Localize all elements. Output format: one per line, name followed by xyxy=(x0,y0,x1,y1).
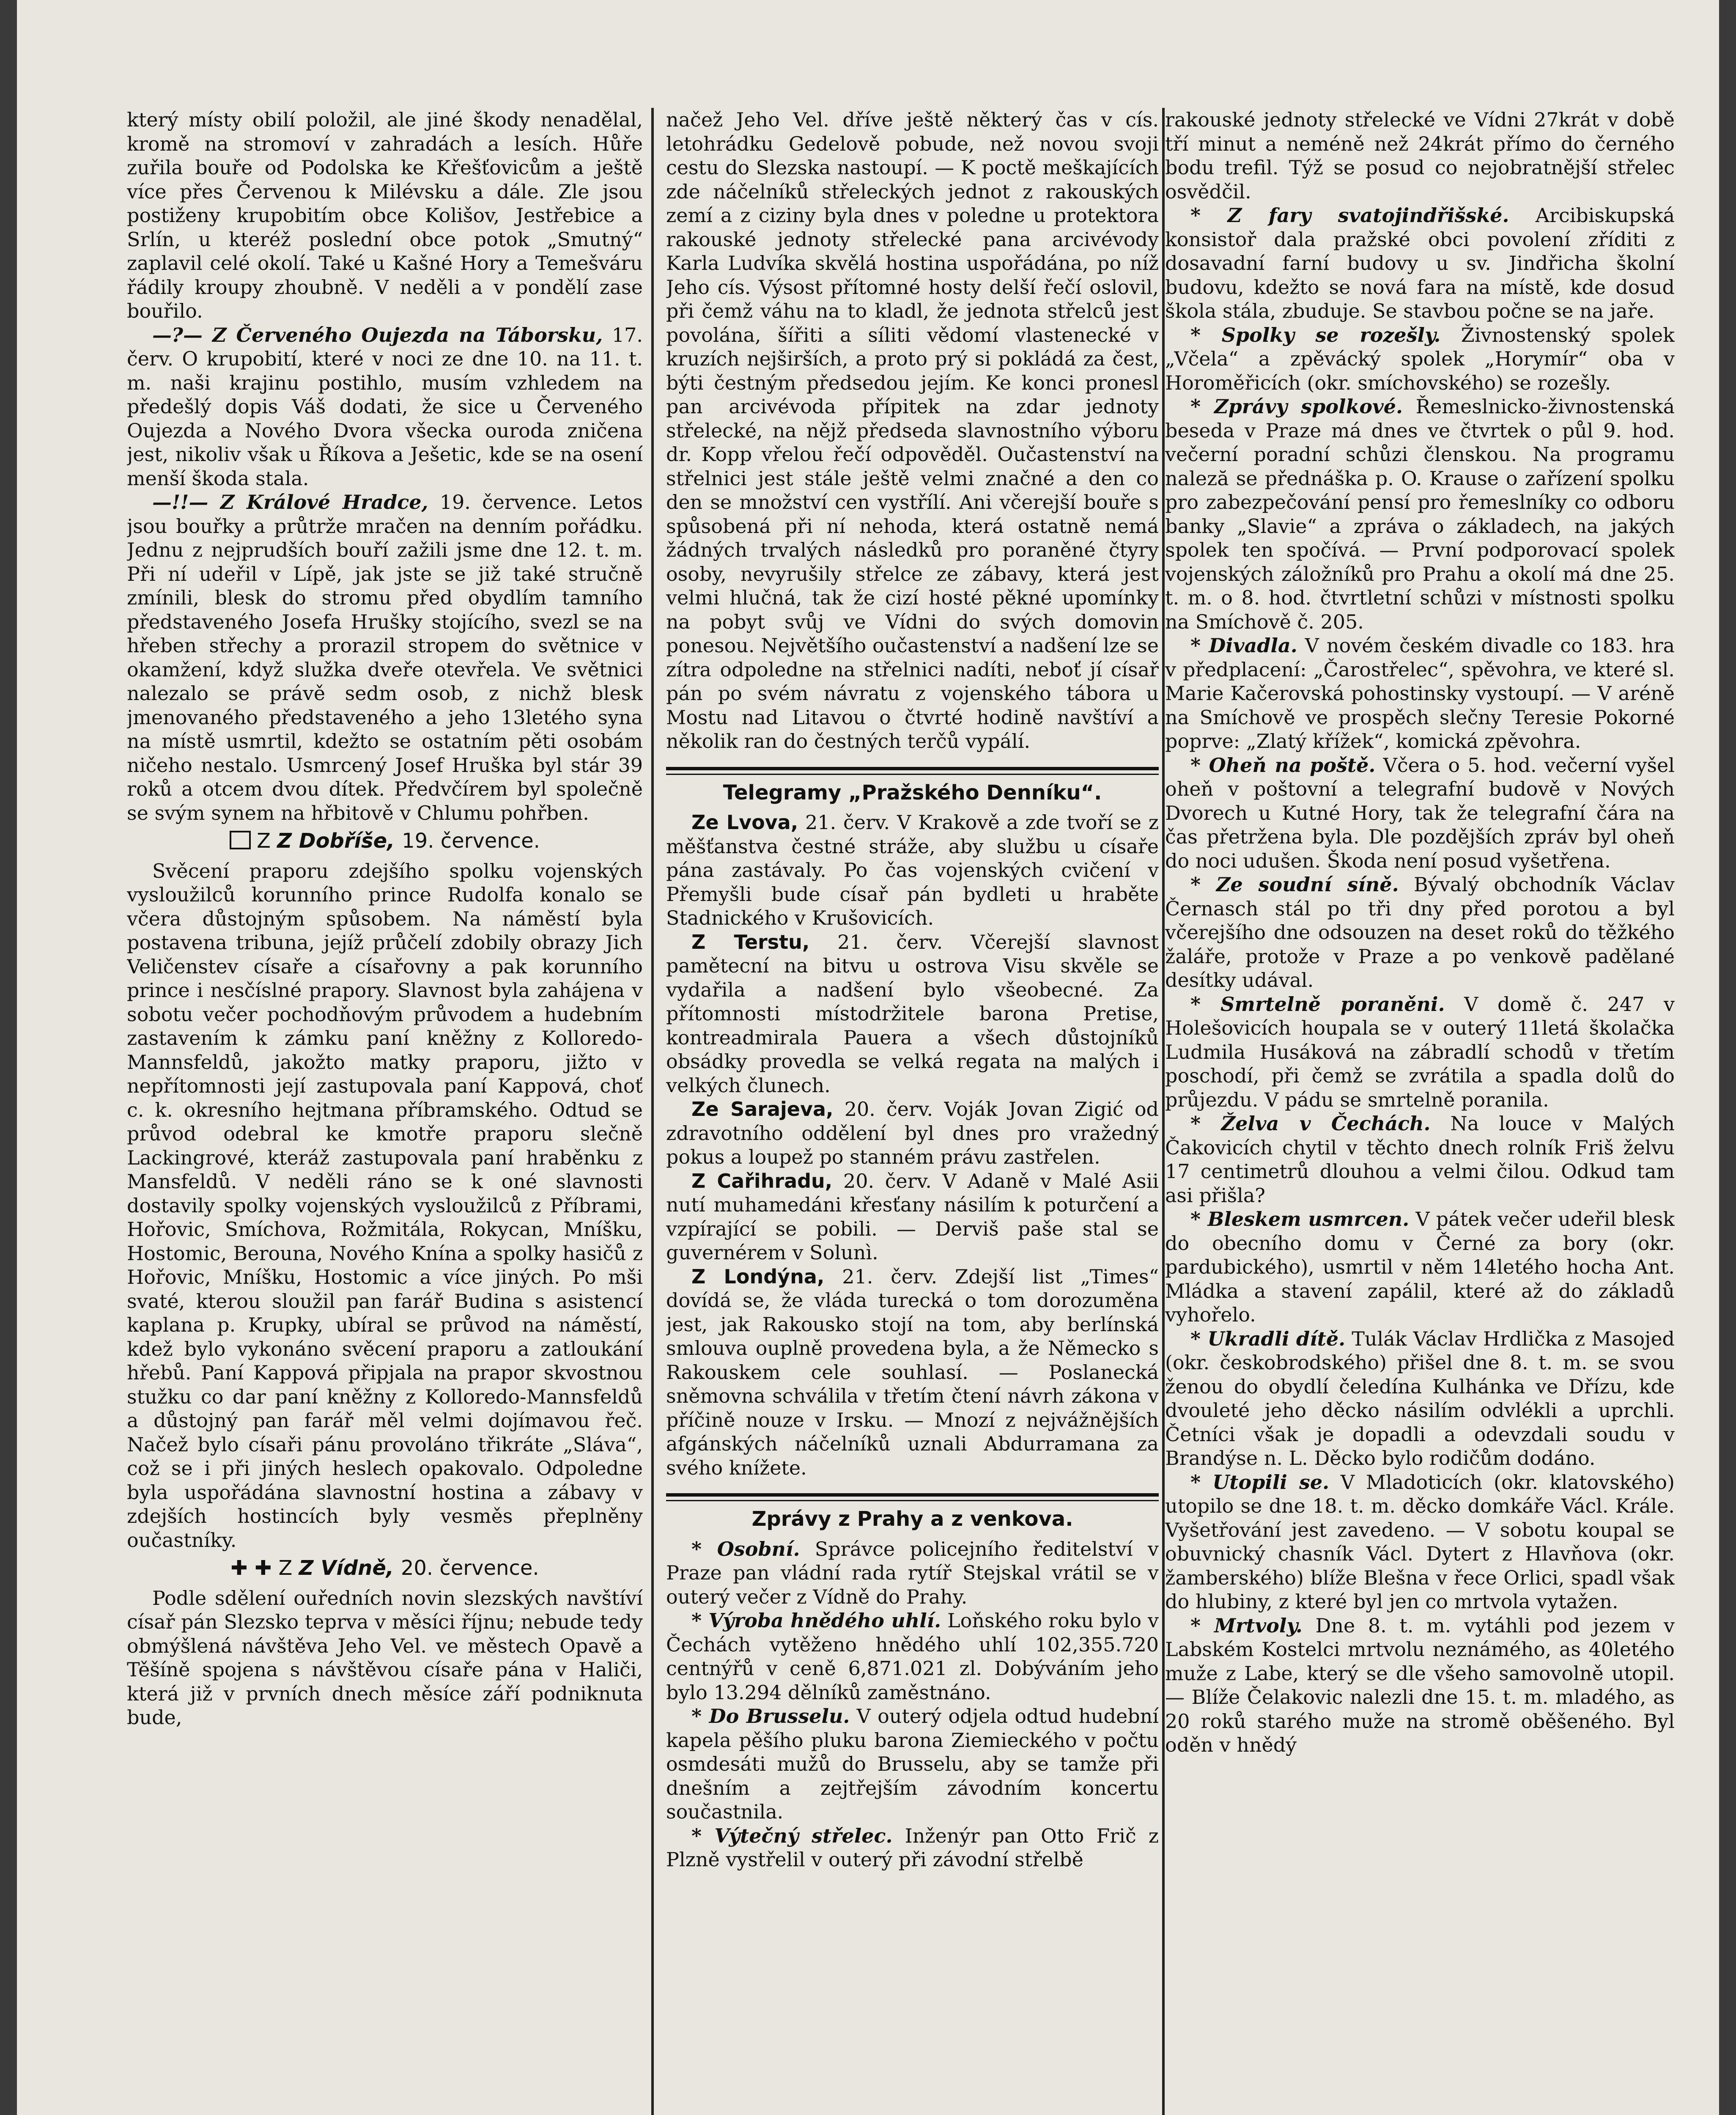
dateline: —?— Z Červeného Oujezda na Táborsku, xyxy=(152,323,603,346)
section-rule xyxy=(666,1493,1159,1497)
news-body: Loňského roku bylo v Čechách vytěženo hnědého uhlí 102,355.720 centnýřů v ceně 6,871.021 zl. Dobýváním jeho bylo 13.294 dělníků zaměstnáno. xyxy=(666,1609,1159,1704)
section-rule xyxy=(666,767,1159,770)
news-heading: * Ze soudní síně. xyxy=(1190,873,1399,896)
news-item xyxy=(1165,634,1675,753)
article-heading-viden: ✚ ✚ Z Z Vídně, 20. července. xyxy=(230,1556,539,1580)
date: 19. července. xyxy=(402,829,540,853)
telegram-lvov xyxy=(666,810,1159,930)
news-item xyxy=(666,1537,1159,1609)
news-item xyxy=(666,1824,1159,1872)
news-heading: * Želva v Čechách. xyxy=(1190,1112,1431,1135)
column-2 xyxy=(666,108,1159,2115)
news-body: Správce policejního ředitelství v Praze pan vládní rada rytíř Stejskal vrátil se v outerý večer z Vídně do Prahy. xyxy=(666,1537,1159,1608)
news-heading: * Divadla. xyxy=(1190,634,1297,657)
column-3 xyxy=(1165,108,1675,2115)
news-body: Inženýr pan Otto Frič z Plzně vystřelil v outerý při závodní střelbě xyxy=(666,1824,1159,1871)
news-heading: * Spolky se rozešly. xyxy=(1190,323,1441,346)
article-dobris: Svěcení praporu zdejšího spolku vojenských vysloužilců korunního prince Rudolfa konalo se včera důstojným spůsobem. Na náměstí byla postavena tribuna, jejíž průčelí zdobily obrazy Jich Veličenstev císaře a císařovny a pak korunního prince i nesčíslné prapory. Slavnost byla zahájena v sobotu večer pochodňovým průvodem a hudebním zastavením k zámku paní kněžny z Kolloredo-Mannsfeldů, jakožto matky praporu, jižto v nepřítomnosti její zastupovala paní Kappová, choť c. k. okresního hejtmana příbramského. Odtud se průvod odebral ke kmotře praporu slečně Lackingrové, kteráž zastupovala paní hraběnku z Mansfeldů. V neděli ráno se k oné slavnosti dostavily spolky vojenských vysloužilců z Příbrami, Hořovic, Smíchova, Rožmitála, Rokycan, Mníšku, Hostomic, Berouna, Nového Knína a spolky hasičů z Hořovic, Mníšku, Hostomic a více jiných. Po mši svaté, kterou sloužil pan farář Budina s asistencí kaplana p. Krupky, ubíral se průvod na náměstí, kdež bylo vykonáno svěcení praporu a zatloukání hřebů. Paní Kappová připjala na prapor skvostnou stužku co dar paní kněžny z Kolloredo-Mannsfeldů a důstojný pan farář měl velmi dojímavou řeč. Načež bylo císaři pánu provoláno třikráte „Sláva“, což se i při jiných heslech opakovalo. Odpoledne byla uspořádána slavnostní hostina a zábavy v zdejších hostincích byly vesměs přeplněny oučastníky. xyxy=(127,859,643,1552)
article-body: 17. červ. O krupobití, které v noci ze dne 10. na 11. t. m. naši krajinu postihlo, musím vzhledem na předešlý dopis Váš dodati, že sice u Červeného Oujezda a Nového Dvora všecka ouroda zničena jest, nikoliv však u Říkova a Ješetic, kde se na osení menší škoda stala. xyxy=(127,323,643,490)
news-item xyxy=(1165,753,1675,873)
news-heading: * Oheň na poště. xyxy=(1190,753,1376,777)
telegram-terst xyxy=(666,930,1159,1098)
article-continuation: který místy obilí položil, ale jiné škody nenadělal, kromě na stromoví v zahradách a lesích. Hůře zuřila bouře od Podolska ke Křešťovicům a ještě více přes Červenou k Milévsku a dále. Zle jsou postiženy krupobitím obce Kolišov, Jestřebice a Srlín, u kteréž poslední obce potok „Smutný“ zaplavil celé okolí. Také u Kašné Hory a Temešváru řádily kroupy zhoubně. V neděli a v pondělí zase bouřilo. xyxy=(127,108,643,322)
news-body: Řemeslnicko-živnostenská beseda v Praze má dnes ve čtvrtek o půl 9. hod. večerní poradní schůzi členskou. Na programu naleză se přednáška p. O. Krause o zařízení spolku pro zabezpečování pensí pro řemeslníky co odboru banky „Slavie“ a zpráva o základech, na jakých spolek ten spočívá. — První podporovací spolek vojenských záložníků pro Prahu a okolí má dne 25. t. m. o 8. hod. čtvrtletní schůzi v místnosti spolku na Smíchově č. 205. xyxy=(1165,395,1675,633)
column-rule xyxy=(651,108,654,2115)
news-body: V Mladoticích (okr. klatovského) utopilo se dne 18. t. m. děcko domkáře Václ. Krále. Vyšetřování jest zavedeno. — V sobotu koupal se obuvnický chasník Václ. Dytert z Hlavňova (okr. žamberského) blíže Blešna v řece Orlici, spadl však do hlubiny, z které byl jen co mrtvola vytažen. xyxy=(1165,1470,1675,1613)
telegram-body: 21. červ. Zdejší list „Times“ dovídá se, že vláda turecká o tom dorozuměna jest, jak Rakousko stojí na tom, aby berlínská smlouva ouplně provedena byla, a že Německo s Rakouskem cele souhlasí. — Poslanecká sněmovna schválila v třetím čtení návrh zákona v příčině nouze v Irsku. — Mnozí z nejvážnějších afgánských náčelníků uznali Abdurramana za svého knížete. xyxy=(666,1265,1159,1479)
news-heading: * Utopili se. xyxy=(1190,1470,1330,1494)
news-body: V pátek večer udeřil blesk do obecního domu v Černé za bory (okr. pardubického), usmrtil v něm 14letého hocha Ant. Mládka a stavení zapálil, které až do základů vyhořelo. xyxy=(1165,1208,1675,1326)
news-item xyxy=(1165,203,1675,323)
news-body: V novém českém divadle co 183. hra v předplacení: „Čarostřelec“, spěvohra, ve které sl. Marie Kačerovská pohostinsky vystoupí. — V aréně na Smíchově ve prospěch slečny Teresie Pokorné poprve: „Zlatý křížek“, komická zpěvohra. xyxy=(1165,634,1675,753)
news-item xyxy=(1165,1207,1675,1327)
news-body: Živnostenský spolek „Včela“ a zpěvácký spolek „Horymír“ oba v Horoměřicích (okr. smíchovského) se rozešly. xyxy=(1165,323,1675,394)
article-viden: Podle sdělení ouředních novin slezských navštíví císař pán Slezsko teprva v měsíci říjnu; nebude tedy obmýšlená návštěva Jeho Vel. ve městech Opavě a Těšíně spojena s návštěvou císaře pána v Haliči, která již v prvních dnech měsíce září podniknuta bude, xyxy=(127,1586,643,1729)
news-heading: * Zprávy spolkové. xyxy=(1190,395,1403,418)
news-heading: * Bleskem usmrcen. xyxy=(1190,1208,1410,1231)
telegram-londyn xyxy=(666,1265,1159,1480)
news-heading: * Mrtvoly. xyxy=(1190,1614,1303,1637)
section-rule xyxy=(666,1500,1159,1501)
telegram-body: 20. červ. V Adaně v Malé Asii nutí muhamedáni křesťany násilím k poturčení a vzpírající se pobili. — Derviš paše stal se guvernérem v Solunì. xyxy=(666,1169,1159,1264)
news-item xyxy=(1165,323,1675,395)
newspaper-page xyxy=(17,0,1719,2115)
telegram-sarajevo xyxy=(666,1097,1159,1169)
telegram-place: Z Londýna, xyxy=(691,1265,825,1288)
telegram-place: Ze Sarajeva, xyxy=(691,1098,834,1121)
article-heading-dobris: Z Z Dobříše, 19. července. xyxy=(127,829,643,853)
news-item xyxy=(666,1609,1159,1704)
article-cerveny-oujezd xyxy=(127,323,643,491)
news-body: Tulák Václav Hrdlička z Masojed (okr. českobrodského) přišel dne 8. t. m. se svou ženou do obydlí čeledína Kulhánka ve Dřízu, kde dvouleté jeho děcko násilím odvlékli a uprchli. Četníci však je dopadli a odevzdali soudu v Brandýse n. L. Děcko bylo rodičům dodáno. xyxy=(1165,1327,1675,1470)
news-item xyxy=(1165,992,1675,1112)
news-body: Dne 8. t. m. vytáhli pod jezem v Labském Kostelci mrtvolu neznámého, as 40letého muže z Labe, který se dle všeho samovolně utopil. — Blíže Čelakovic nalezli dne 15. t. m. mladého, as 20 roků starého muže na stromě oběšeného. Byl oděn v hnědý xyxy=(1165,1614,1675,1756)
news-item xyxy=(1165,395,1675,634)
news-heading: * Výtečný střelec. xyxy=(691,1824,893,1847)
news-item xyxy=(1165,1470,1675,1614)
news-body: V domě č. 247 v Holešovicích houpala se v outerý 11letá školačka Ludmila Husáková na zábradlí schodů v třetím poschodí, při čemž se zvrátila a spadla dolů do průjezdu. V pádu se smrtelně poranila. xyxy=(1165,992,1675,1111)
news-body: Bývalý obchodník Václav Černasch stál po tři dny před porotou a byl včerejšího dne odsouzen na deset roků do těžkého žaláře, protože v Praze a po venkově padělané desítky udával. xyxy=(1165,873,1675,992)
telegram-place: Z Terstu, xyxy=(691,930,810,953)
news-heading: * Z fary svatojindřišské. xyxy=(1190,204,1509,227)
telegram-body: 20. červ. Voják Jovan Zigić od zdravotního oddělení byl dnes pro vražedný pokus a loupež po stanném právu zastřelen. xyxy=(666,1098,1159,1168)
column-rule xyxy=(1162,108,1165,2115)
article-body: 19. července. Letos jsou bouřky a průtrže mračen na denním pořádku. Jednu z nejprudších bouří zažili jsme dne 12. t. m. Při ní udeřil v Lípě, jak jste se již také stručně zmínili, blesk do stromu před obydlím tamního představeného Josefa Hrušky stojícího, svezl se na hřeben střechy a prorazil stropem do světnice v okamžení, když služka dveře otevřela. Ve světnici nalezalo se právě sedm osob, z nichž blesk jmenovaného představeného a jeho 13letého syna na místě usmrtil, kdežto se ostatním pěti osobám ničeho nestalo. Usmrcený Josef Hruška byl stár 39 roků a otcem dvou dítek. Předvčírem byl společně se svým synem na hřbitově v Chlumu pohřben. xyxy=(127,491,643,824)
news-heading: * Osobní. xyxy=(691,1537,800,1560)
article-kralove-hradec xyxy=(127,490,643,825)
dateline: —!!— Z Králové Hradce, xyxy=(152,491,428,514)
news-body: V outerý odjela odtud hudební kapela pěšího pluku barona Ziemieckého v počtu osmdesáti mužů do Brusselu, aby se tamže při dnešním a zejtřejším závodním koncertu součastnila. xyxy=(666,1705,1159,1823)
section-title-telegrams: Telegramy „Pražského Denníku“. xyxy=(723,780,1102,805)
dateline: Z Vídně, xyxy=(299,1556,394,1580)
telegram-carihrad xyxy=(666,1169,1159,1265)
dateline: Z Dobříše, xyxy=(277,829,395,853)
telegram-body: 21. červ. V Krakově a zde tvoří se z měšťanstva čestné stráže, aby službu u císaře pána zastávaly. Po čas vojenských cvičení v Přemyšli bude císař pán bydleti u hraběte Stadnického v Krušovicích. xyxy=(666,811,1159,929)
news-heading: * Výroba hnědého uhlí. xyxy=(691,1609,941,1632)
news-body: Arcibiskupská konsistoř dala pražské obci povolení zříditi z dosavadní farní budovy u sv. Jindřicha školní budovu, kdežto se nová fara na místě, kde dosud škola stála, zbuduje. Se stavbou počne se na jaře. xyxy=(1165,204,1675,322)
news-body: Včera o 5. hod. večerní vyšel oheň v poštovní a telegrafní budově v Nových Dvorech u Kutné Hory, tak že telegrafní čára na čas přetržena byla. Dle pozdějších zpráv byl oheň do noci udušen. Škoda není posud vyšetřena. xyxy=(1165,753,1675,872)
news-body: Na louce v Malých Čakovicích chytil v těchto dnech rolník Friš želvu 17 centimetrů dlouhou a velmi čilou. Odkud tam asi přišla? xyxy=(1165,1112,1675,1207)
date: 20. července. xyxy=(400,1556,539,1580)
news-item xyxy=(666,1704,1159,1824)
section-title-news: Zprávy z Prahy a z venkova. xyxy=(751,1507,1073,1531)
column-1 xyxy=(127,108,643,2115)
news-heading: * Smrtelně poraněni. xyxy=(1190,992,1445,1016)
news-heading: * Ukradli dítě. xyxy=(1190,1327,1346,1350)
article-continuation: načež Jeho Vel. dříve ještě některý čas v cís. letohrádku Gedelově pobude, než novou svoji cestu do Slezska nastoupí. — K poctě meškajících zde náčelníků střeleckých jednot z rakouských zemí a z ciziny byla dnes v poledne u protektora rakouské jednoty střelecké pana arcivévody Karla Ludvíka skvělá hostina uspořádána, po níž Jeho cís. Výsost přítomné hosty delší řečí oslovil, při čemž váhu na to kladl, že jednota střelců jest povolána, šířiti a síliti vědomí vlastenecké v kruzích nejširších, a proto prý si pokládá za čest, býti čestným předsedou jejím. Ke konci pronesl pan arcivévoda přípitek na zdar jednoty střelecké, na nějž předseda slavnostního výboru dr. Kopp vřelou řečí odpověděl. Oučastenství na střelnici jest stále ještě velmi značné a den co den se množství cen vystřílí. Ani včerejší bouře s spůsobená při ní nehoda, která ostatně nemá žádných trvalých následků pro poraněné čtyry osoby, nevyrušily střelce ze zábavy, která jest velmi hlučná, tak že cizí hosté pěkné upomínky na pobyt svůj ve Vídni do svých domovin ponesou. Největšího oučastenství a nadšení lze se zítra odpoledne na střelnici nadíti, neboť jí císař pán po svém návratu z vojenského tábora u Mostu nad Litavou o čtvrté hodině navštíví a několik ran do čestných terčů vypálí. xyxy=(666,108,1159,753)
telegram-place: Z Cařihradu, xyxy=(691,1169,833,1192)
news-item xyxy=(1165,1614,1675,1757)
article-continuation: rakouské jednoty střelecké ve Vídni 27krát v době tří minut a neméně než 24krát přímo do černého bodu trefil. Týž se posud co nejobratnější střelec osvědčil. xyxy=(1165,108,1675,203)
news-heading: * Do Brusselu. xyxy=(691,1705,850,1728)
section-rule xyxy=(666,774,1159,775)
box-ornament-icon xyxy=(230,831,251,849)
news-item xyxy=(1165,873,1675,992)
telegram-body: 21. červ. Včerejší slavnost pamětecní na bitvu u ostrova Visu skvěle se vydařila a nadšení bylo všeobecné. Za přítomnosti místodržitele barona Pretise, kontreadmirala Pauera a všech důstojníků obsádky provedla se velká regata na malých i velkých člunech. xyxy=(666,930,1159,1097)
news-item xyxy=(1165,1112,1675,1207)
double-cross-icon: ✚ ✚ xyxy=(230,1556,272,1580)
news-item xyxy=(1165,1327,1675,1470)
telegram-place: Ze Lvova, xyxy=(691,811,798,834)
